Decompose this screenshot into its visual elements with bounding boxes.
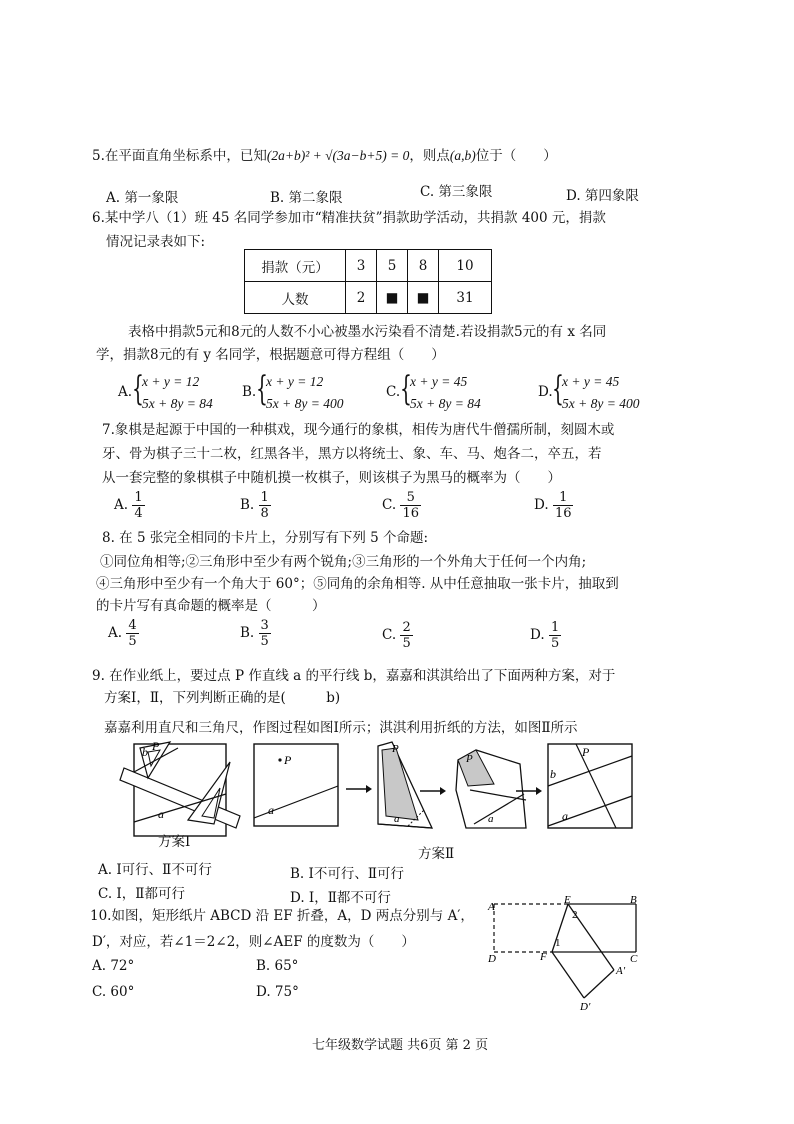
ink-blot-cell: ■ [408,282,439,314]
option-label: A. [108,625,123,641]
table-row [245,282,492,314]
caption-plan-2: 方案Ⅱ [418,846,455,862]
q5-expression: (2a+b)² + √(3a−b+5) = 0 [266,148,410,163]
caption-plan-1: 方案Ⅰ [158,834,191,850]
q6-line-2: 情况记录表如下: [106,234,206,250]
table-cell: 2 [346,282,377,314]
q10-option-b: B. 65° [256,958,299,974]
q5-point: (a,b) [449,148,476,163]
equation: 5x + 8y = 400 [266,396,344,411]
equation: 5x + 8y = 84 [142,396,213,411]
q5-option-a: A. 第一象限 [106,190,179,206]
numerator: 4 [128,618,137,633]
table-row [245,250,492,282]
arrow-icon [516,786,542,796]
q5-stem [92,144,557,168]
label-p: P [466,753,473,765]
q7-line-1: 7.象棋是起源于中国的一种棋戏，现今通行的象棋，相传为唐代牛僧孺所制，刻圆木或 [102,422,615,438]
brace-icon: { [400,369,412,409]
label-a: a [394,813,400,825]
q9-option-b: B. Ⅰ不可行、Ⅱ可行 [290,866,405,882]
equation: x + y = 12 [266,374,324,389]
angle-2: 2 [572,909,578,921]
table-cell: 10 [439,250,492,282]
label-p: P [392,743,399,755]
q8-line-3: ④三角形中至少有一个角大于 60°；⑤同角的余角相等. 从中任意抽取一张卡片，抽取到 [96,576,619,592]
q10-option-d: D. 75° [256,984,299,1000]
numerator: 3 [260,618,269,633]
figure-plan-2-step-4 [544,740,636,832]
q7-line-3: 从一套完整的象棋棋子中随机摸一枚棋子，则该棋子为黑马的概率为（ ） [102,470,561,486]
denominator: 5 [402,636,411,651]
q8-option-d [530,620,561,651]
label-p: P [284,753,292,767]
table-cell: 31 [439,282,492,314]
table-cell: 8 [408,250,439,282]
q7-option-d [534,490,573,521]
label-F: F [540,951,547,963]
option-label: D. [530,627,545,643]
q9-line-2: 方案Ⅰ，Ⅱ，下列判断正确的是( b) [104,690,341,706]
ink-blot-cell: ■ [377,282,408,314]
option-label: B. [242,384,257,400]
label-p: P [152,739,160,753]
option-label: C. [386,384,401,400]
fraction [553,490,574,521]
fraction [400,620,412,651]
q9-option-d: D. Ⅰ，Ⅱ都不可行 [290,890,391,906]
q9-option-c: C. Ⅰ，Ⅱ都可行 [98,886,185,902]
brace-icon: { [132,369,144,409]
fraction [549,620,561,651]
angle-1: 1 [555,937,561,949]
q8-option-b [240,618,271,649]
numerator: 1 [553,490,574,506]
q10-line-2: D′，对应，若∠1＝2∠2，则∠AEF 的度数为（ ） [92,934,415,950]
figure-plan-2-step-1 [250,742,344,830]
figure-folded-rectangle [484,894,652,1012]
q8-option-c [382,620,413,651]
q5-option-c: C. 第三象限 [420,184,493,200]
page-footer: 七年级数学试题 共6页 第 2 页 [312,1038,489,1053]
numerator: 1 [134,490,143,505]
table-cell: 捐款（元） [245,250,346,282]
table-cell: 5 [377,250,408,282]
q6-line-1: 6.某中学八（1）班 45 名同学参加市“精准扶贫”捐款助学活动，共捐款 400 元，捐款 [92,210,606,226]
q5-option-d: D. 第四象限 [566,188,639,204]
label-C: C [630,953,638,965]
option-label: A. [118,384,133,400]
label-B: B [630,894,637,906]
q8-option-a [108,618,139,649]
label-A-prime: A′ [616,965,626,977]
equation: x + y = 45 [410,374,468,389]
option-label: B. [240,497,255,513]
numerator: 5 [400,490,421,506]
q5-option-b: B. 第二象限 [270,190,343,206]
table-cell: 3 [346,250,377,282]
label-a: a [158,807,164,821]
brace-icon: { [256,369,268,409]
label-p: P [582,745,590,759]
q7-option-b [240,490,271,521]
q6-line-4: 学，捐款8元的有 y 名同学，根据题意可得方程组（ ） [96,347,445,363]
label-b: b [550,767,556,781]
denominator: 5 [550,636,560,651]
fraction [400,490,421,521]
label-a: a [268,803,274,817]
q6-line-3: 表格中捐款5元和8元的人数不小心被墨水污染看不清楚.若设捐款5元的有 x 名同 [128,324,607,340]
q8-line-4: 的卡片写有真命题的概率是（ ） [96,598,326,614]
brace-icon: { [552,369,564,409]
q5-stem-b: ，则点 [409,148,450,164]
equation: x + y = 12 [142,374,200,389]
q10-line-1: 10.如图，矩形纸片 ABCD 沿 EF 折叠，A，D 两点分别与 A′， [90,908,474,924]
q7-option-c [382,490,421,521]
fraction [132,490,144,521]
q9-line-1: 9. 在作业纸上，要过点 P 作直线 a 的平行线 b，嘉嘉和淇淇给出了下面两种方案，对于 [92,668,616,684]
label-D-prime: D′ [580,1001,591,1012]
denominator: 5 [128,634,137,649]
label-D: D [488,953,496,965]
q9-option-a: A. Ⅰ可行、Ⅱ不可行 [98,862,212,878]
denominator: 4 [134,506,143,521]
label-a: a [488,813,494,825]
fraction [126,618,138,649]
denominator: 16 [402,506,419,521]
q8-line-2: ①同位角相等;②三角形中至少有两个锐角;③三角形的一个外角大于任何一个内角; [100,554,587,570]
equation: 5x + 8y = 84 [410,396,481,411]
q7-option-a [114,490,145,521]
label-b: b [142,745,148,759]
equation: x + y = 45 [562,374,620,389]
numerator: 2 [402,620,411,635]
option-label: B. [240,625,255,641]
arrow-icon [420,786,446,796]
equation: 5x + 8y = 400 [562,396,640,411]
fraction [259,618,271,649]
q10-option-c: C. 60° [92,984,135,1000]
option-label: C. [382,627,397,643]
numerator: 1 [550,620,560,635]
label-A: A [488,901,495,913]
arrow-icon [346,784,372,794]
numerator: 1 [260,490,269,505]
table-cell: 人数 [245,282,346,314]
q10-option-a: A. 72° [92,958,135,974]
denominator: 16 [554,506,572,521]
label-E: E [564,894,571,906]
option-label: C. [382,497,397,513]
denominator: 5 [260,634,269,649]
figure-plan-1 [118,738,246,838]
label-a: a [562,809,568,823]
q5-stem-a: 5.在平面直角坐标系中，已知 [92,148,267,164]
q9-line-3: 嘉嘉利用直尺和三角尺，作图过程如图Ⅰ所示；淇淇利用折纸的方法，如图Ⅱ所示 [104,720,578,736]
q5-stem-c: 位于（ ） [475,148,557,164]
option-label: A. [114,497,129,513]
donation-table [244,249,492,314]
fraction [259,490,271,521]
option-label: D. [538,384,553,400]
denominator: 8 [260,506,269,521]
q8-line-1: 8. 在 5 张完全相同的卡片上，分别写有下列 5 个命题: [102,530,429,546]
option-label: D. [534,497,549,513]
q7-line-2: 牙、骨为棋子三十二枚，红黑各半，黑方以将统士、象、车、马、炮各二，卒五，若 [102,446,602,462]
